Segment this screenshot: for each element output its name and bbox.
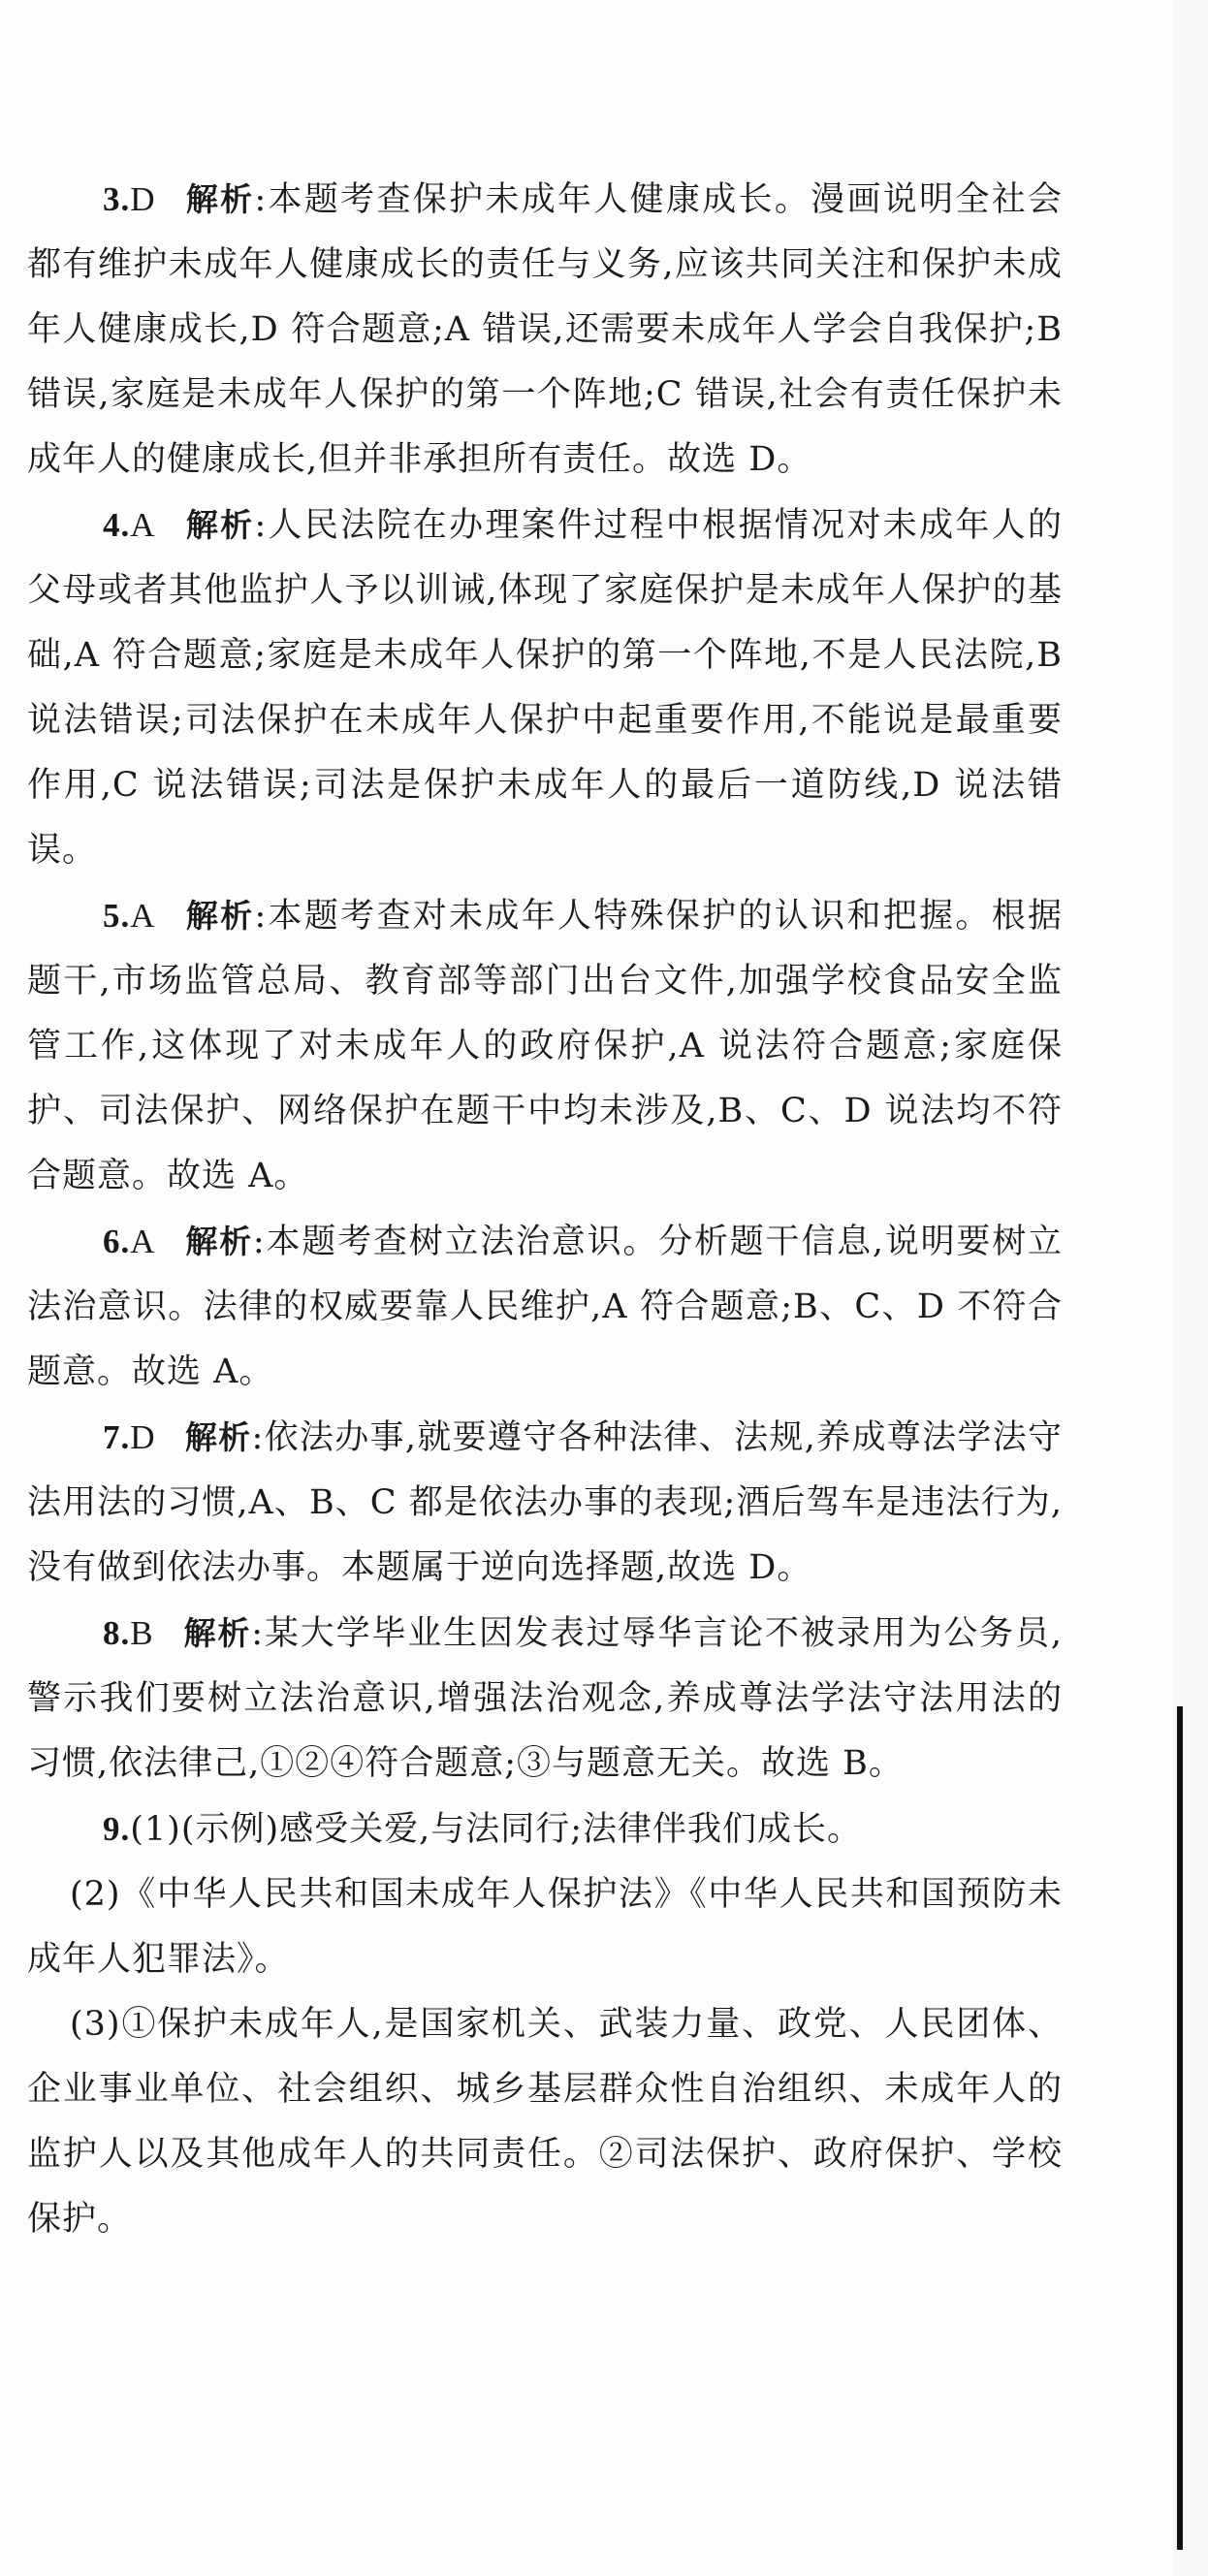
answer-q9-part2: (2)《中华人民共和国未成年人保护法》《中华人民共和国预防未成年人犯罪法》。 — [27, 1875, 1063, 1979]
q9-part1-text: (1)(示例)感受关爱,与法同行;法律伴我们成长。 — [130, 1810, 863, 1849]
explanation-text: :某大学毕业生因发表过辱华言论不被录用为公务员,警示我们要树立法治意识,增强法治观念,养成尊法学法守法用法的习惯,依法律己,①②④符合题意;③与题意无关。故选 B。 — [27, 1614, 1063, 1783]
question-number: 6. — [103, 1223, 131, 1260]
question-number: 8. — [103, 1614, 131, 1652]
explanation-text: :本题考查保护未成年人健康成长。漫画说明全社会都有维护未成年人健康成长的责任与义务,应该共同关注和保护未成年人健康成长,D 符合题意;A 错误,还需要未成年人学会自我保护;B 错误,家庭是未成年人保护的第一个阵地;C 错误,社会有责任保护未成年人的健康成长,但并非承担所有责任。故选 D。 — [27, 180, 1063, 479]
explanation-label: 解析 — [184, 506, 255, 544]
explanation-text: :本题考查对未成年人特殊保护的认识和把握。根据题干,市场监管总局、教育部等部门出台文件,加强学校食品安全监管工作,这体现了对未成年人的政府保护,A 说法符合题意;家庭保护、司法保护、网络保护在题干中均未涉及,B、C、D 说法均不符合题意。故选 A。 — [27, 897, 1063, 1195]
question-number: 3. — [103, 180, 131, 218]
answer-q9-part3: (3)①保护未成年人,是国家机关、武装力量、政党、人民团体、企业事业单位、社会组织、城乡基层群众性自治组织、未成年人的监护人以及其他成年人的共同责任。②司法保护、政府保护、学校保护。 — [27, 2005, 1063, 2239]
answer-choice: D — [130, 180, 156, 218]
question-number: 7. — [103, 1418, 131, 1456]
explanation-text: :依法办事,就要遵守各种法律、法规,养成尊法学法守法用法的习惯,A、B、C 都是依法办事的表现;酒后驾车是违法行为,没有做到依法办事。本题属于逆向选择题,故选 D。 — [27, 1418, 1063, 1587]
answer-q4 — [27, 493, 1063, 883]
answer-choice: B — [130, 1614, 154, 1652]
answer-choice: D — [130, 1418, 156, 1456]
explanation-label: 解析 — [184, 1223, 253, 1260]
explanation-label: 解析 — [184, 180, 255, 218]
answer-key — [27, 167, 1063, 2252]
answer-choice: A — [130, 1223, 156, 1260]
explanation-label: 解析 — [184, 1418, 252, 1456]
answer-choice: A — [130, 897, 156, 935]
explanation-label: 解析 — [184, 897, 255, 935]
question-number: 4. — [103, 506, 131, 544]
page-edge-shadow — [1177, 1706, 1183, 2550]
explanation-label: 解析 — [182, 1614, 252, 1652]
answer-q6 — [27, 1209, 1063, 1405]
answer-q9-part1 — [27, 1797, 1063, 1862]
answer-q7 — [27, 1405, 1063, 1601]
question-number: 9. — [103, 1810, 131, 1848]
answer-q3 — [27, 167, 1063, 493]
answer-q5 — [27, 883, 1063, 1209]
answer-choice: A — [130, 506, 156, 544]
explanation-text: :本题考查树立法治意识。分析题干信息,说明要树立法治意识。法律的权威要靠人民维护,A 符合题意;B、C、D 不符合题意。故选 A。 — [27, 1223, 1064, 1391]
explanation-text: :人民法院在办理案件过程中根据情况对未成年人的父母或者其他监护人予以训诫,体现了家庭保护是未成年人保护的基础,A 符合题意;家庭是未成年人保护的第一个阵地,不是人民法院,B 说法错误;司法保护在未成年人保护中起重要作用,不能说是最重要作用,C 说法错误;司法是保护未成年人的最后一道防线,D 说法错误。 — [27, 506, 1063, 870]
question-number: 5. — [103, 897, 131, 935]
answer-q8 — [27, 1601, 1063, 1797]
